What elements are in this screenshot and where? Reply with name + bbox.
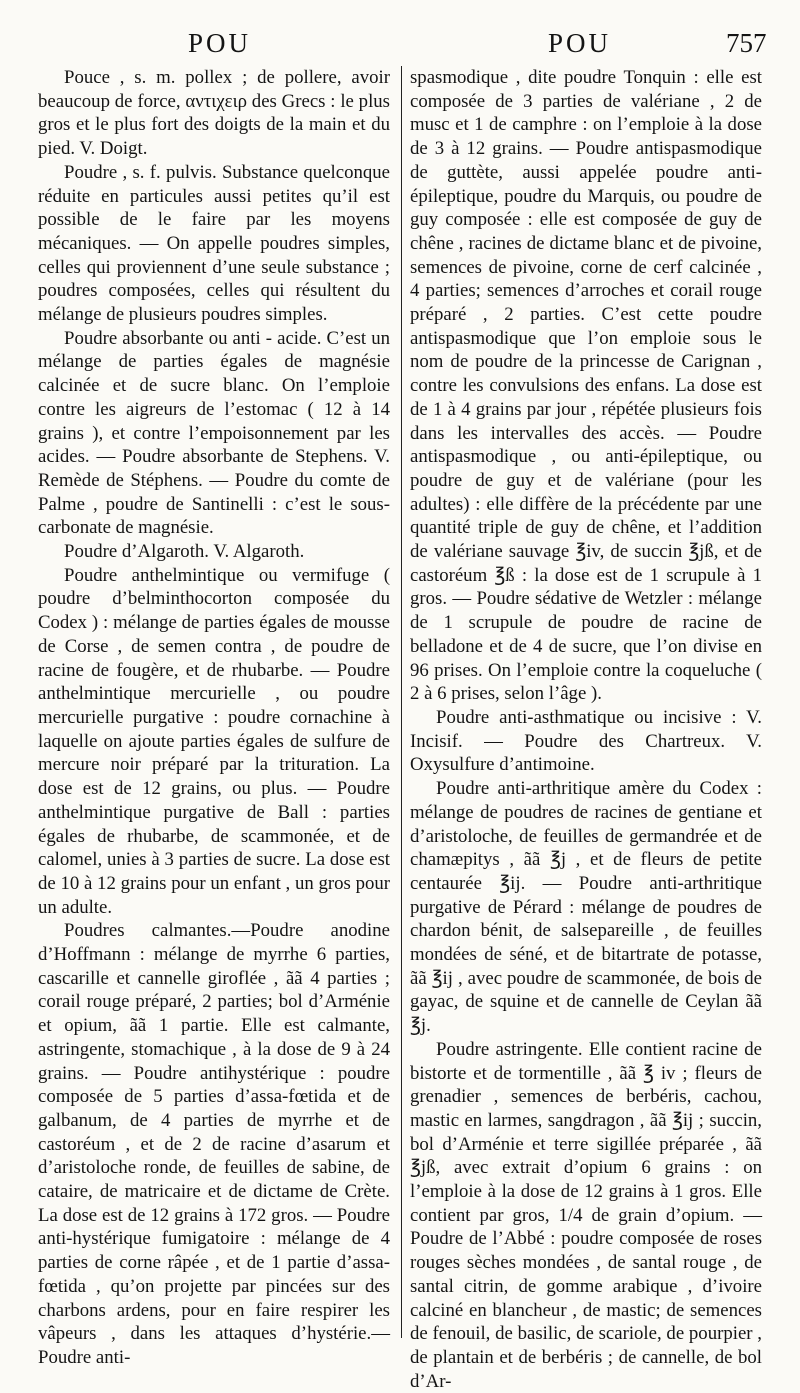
entry-poudre-astringente: Poudre astringente. Elle contient racine de bistorte et de tormentille , ãã ℥ iv ; fleurs de grenadier , semences de berbéris, cachou, mastic en larmes, sangdragon , ãã ℥ij ; succin, bol d’Arménie et terre sigillée préparée , ãã ℥jß, avec extrait d’opium 6 grains : on l’emploie à la dose de 12 grains à 1 gros. Elle contient par gros, 1/4 de grain d’opium. — Poudre de l’Abbé : poudre composée de roses rouges sèches mondées , de santal rouge , de santal citrin, de gomme arabique , d’ivoire calciné en blancheur , de mastic; de semences de fenouil, de basilic, de scariole, de pourpier , de plantain et de berbéris ; de cannelle, de bol d’Ar- [410,1038,762,1392]
page-number: 757 [726,28,767,58]
entry-poudre-anti-asthmatique: Poudre anti-asthmatique ou incisive : V. Incisif. — Poudre des Chartreux. V. Oxysulfure d’antimoine. [410,706,762,776]
entry-poudre-anthelmintique: Poudre anthelmintique ou vermifuge ( poudre d’belminthocorton composée du Codex ) : mélange de parties égales de mousse de Corse , de semen contra , de poudre de racine de fougère, et de rhubarbe. — Poudre anthelmintique mercurielle , ou poudre mercurielle purgative : poudre cornachine à laquelle on ajoute parties égales de sulfure de mercure noir préparé par la trituration. La dose est de 12 grains, ou plus. — Poudre anthelmintique purgative de Ball : parties égales de rhubarbe, de scammonée, et de calomel, unies à 3 parties de sucre. La dose est de 10 à 12 grains pour un enfant , un gros pour un adulte. [38,564,390,918]
entry-poudre-algaroth: Poudre d’Algaroth. V. Algaroth. [64,541,305,563]
running-head-left: POU [188,28,252,58]
column-divider [401,66,402,1338]
entry-poudre-absorbante: Poudre absorbante ou anti - acide. C’est un mélange de parties égales de magnésie calcinée et de sucre blanc. On l’emploie contre les aigreurs de l’estomac ( 12 à 14 grains ), et contre l’empoisonnement par les acides. — Poudre absorbante de Stephens. V. Remède de Stéphens. — Poudre du comte de Palme , poudre de Santinelli : c’est le sous-carbonate de magnésie. [38,327,390,539]
running-header [0,28,800,68]
entry-poudres-calmantes: Poudres calmantes.—Poudre anodine d’Hoffmann : mélange de myrrhe 6 parties, cascarille et cannelle giroflée , ãã 4 parties ; corail rouge préparé, 2 parties; bol d’Arménie et opium, ãã 1 partie. Elle est calmante, astringente, stomachique , à la dose de 9 à 24 grains. — Poudre antihystérique : poudre composée de 5 parties d’assa-fœtida et de galbanum, de 4 parties de myrrhe et de castoréum , et de 2 de racine d’asarum et d’aristoloche ronde, de feuilles de sabine, de cataire, de matricaire et de dictame de Crète. La dose est de 12 grains à 172 gros. — Poudre anti-hystérique fumigatoire : mélange de 4 parties de corne râpée , et de 1 partie d’assa-fœtida , qu’on projette par pincées sur des charbons ardens, pour en faire respirer les vâpeurs , dans les attaques d’hystérie.—Poudre anti- [38,920,390,1368]
left-column [38,66,390,1370]
entry-poudre-anti-arthritique: Poudre anti-arthritique amère du Codex : mélange de poudres de racines de gentiane et d’aristoloche, de feuilles de germandrée et de chamæpitys , ãã ℥j , et de fleurs de petite centaurée ℥ij. — Poudre anti-arthritique purgative de Pérard : mélange de poudres de chardon bénit, de salsepareille , de feuilles mondées de séné, et de bitartrate de potasse, ãã ℥ij , avec poudre de scammonée, de bois de gayac, de squine et de cannelle de Ceylan ãã ℥j. [410,778,762,1037]
entry-antispasmodique-continued: spasmodique , dite poudre Tonquin : elle est composée de 3 parties de valériane , 2 de musc et 1 de camphre : on l’emploie à la dose de 3 à 12 grains. — Poudre antispasmodique de guttète, aussi appelée poudre anti-épileptique, poudre du Marquis, ou poudre de guy composée : elle est composée de guy de chêne , racines de dictame blanc et de pivoine, semences de pivoine, corne de cerf calcinée , 4 parties; semences d’arroches et corail rouge préparé , 2 parties. C’est cette poudre antispasmodique que l’on emploie sous le nom de poudre de la princesse de Carignan , contre les convulsions des enfans. La dose est de 1 à 4 grains par jour , répétée plusieurs fois dans les intervalles des accès. — Poudre antispasmodique , ou anti-épileptique, ou poudre de guy et de valériane (pour les adultes) : elle diffère de la précédente par une quantité triple de guy de chêne, et l’addition de valériane sauvage ℥iv, de succin ℥jß, et de castoréum ℥ß : la dose est de 1 scrupule à 1 gros. — Poudre sédative de Wetzler : mélange de 1 scrupule de poudre de racine de belladone et de 4 de sucre, que l’on divise en 96 prises. On l’emploie contre la coqueluche ( 2 à 6 prises, selon l’âge ). [410,67,762,705]
entry-pouce: Pouce , s. m. pollex ; de pollere, avoir beaucoup de force, αντιχειρ des Grecs : le plus gros et le plus fort des doigts de la main et du pied. V. Doigt. [38,67,390,160]
running-head-right: POU [548,28,612,58]
right-column [410,66,762,1393]
entry-poudre: Poudre , s. f. pulvis. Substance quelconque réduite en particules aussi petites qu’il est possible de le faire par les moyens mécaniques. — On appelle poudres simples, celles qui proviennent d’une seule substance ; poudres composées, celles qui résultent du mélange de plusieurs poudres simples. [38,161,390,326]
